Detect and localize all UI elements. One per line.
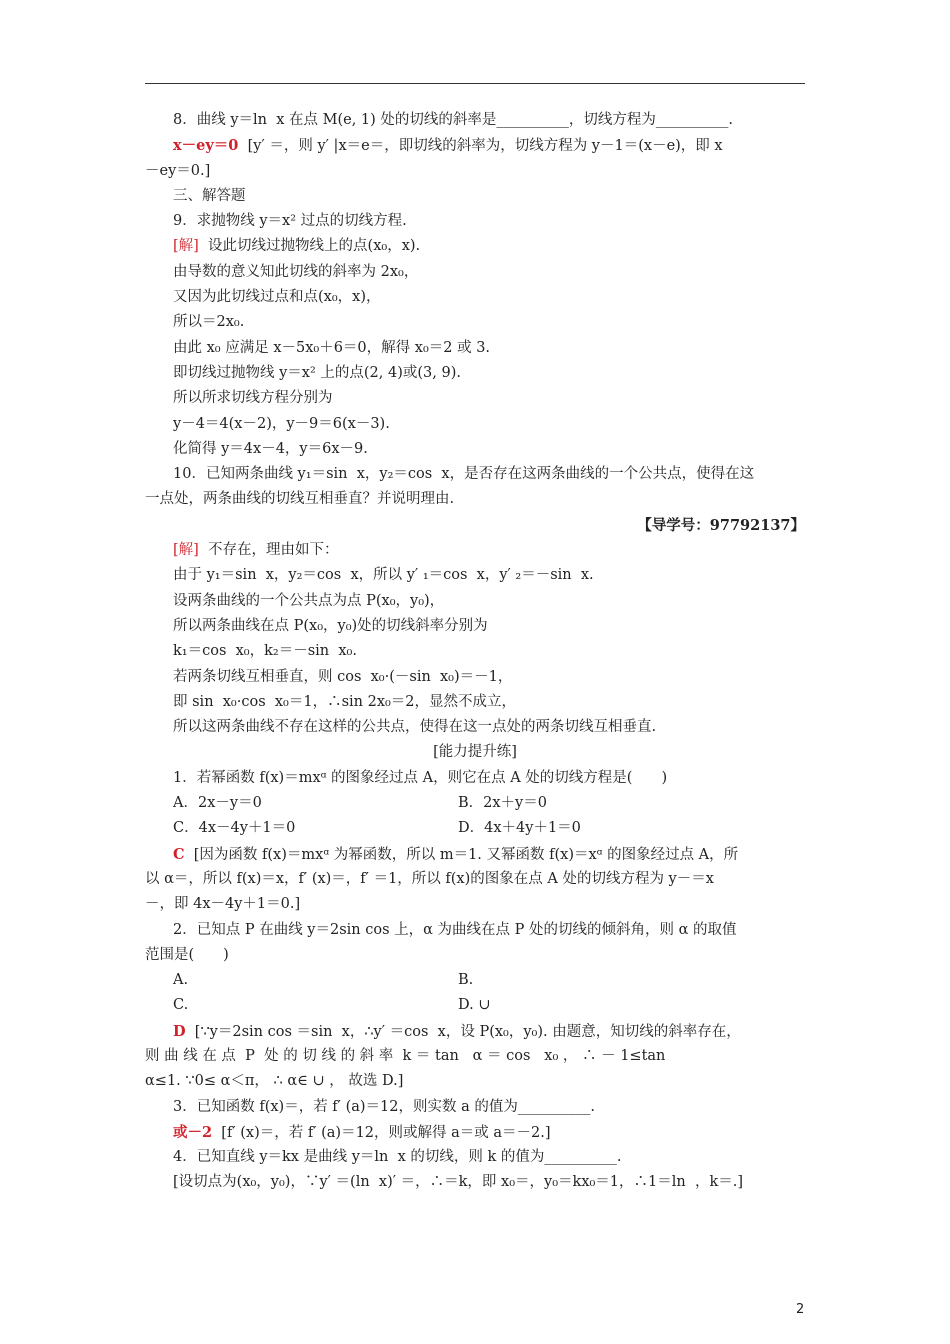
answer-line [145, 234, 805, 259]
text-line: 范围是( ) [145, 946, 229, 963]
option-right: B．2x＋y＝0 [458, 795, 547, 812]
answer-line [145, 842, 805, 867]
header-rule [145, 83, 805, 84]
answer-text: [∵y＝2sin cos ＝sin x，∴y′ ＝cos x，设 P(x₀，y₀). 由题意，知切线的斜率存在， [185, 1023, 741, 1040]
option-right: D. ∪ [458, 997, 491, 1014]
option-row [145, 993, 805, 1018]
answer-tag: 或－2 [173, 1123, 213, 1141]
option-row [145, 816, 805, 841]
text-line: 若两条切线互相垂直，则 cos x₀·(－sin x₀)＝－1， [173, 668, 513, 685]
option-left: C．4x－4y＋1＝0 [173, 820, 296, 837]
text-line: y－4＝4(x－2)，y－9＝6(x－3). [173, 415, 390, 432]
text-line: －ey＝0.] [145, 162, 211, 179]
page-number: 2 [796, 1302, 805, 1317]
answer-tag: [解] [173, 542, 199, 559]
answer-tag: x－ey＝0 [173, 137, 239, 155]
text-line: 由导数的意义知此切线的斜率为 2x₀， [173, 263, 419, 280]
answer-line [145, 1019, 805, 1044]
text-line: －，即 4x－4y＋1＝0.] [145, 896, 301, 913]
option-right: D．4x＋4y＋1＝0 [458, 820, 581, 837]
answer-text: [y′ ＝，则 y′ |x＝e＝，即切线的斜率为，切线方程为 y－1＝(x－e)，即 x [238, 138, 723, 155]
option-right: B. [458, 972, 474, 989]
text-line: k₁＝cos x₀，k₂＝－sin x₀. [173, 643, 357, 660]
text-line: 4．已知直线 y＝kx 是曲线 y＝ln x 的切线，则 k 的值为__________. [173, 1149, 622, 1166]
text-line: 10．已知两条曲线 y₁＝sin x，y₂＝cos x，是否存在这两条曲线的一个公共点，使得在这 [173, 466, 755, 483]
text-line: 所以所求切线方程分别为 [173, 390, 333, 407]
reference-code: 【导学号：97792137】 [637, 516, 805, 534]
text-line: 则 曲 线 在 点 P 处 的 切 线 的 斜 率 k ＝ tan α ＝ cos x₀ ， ∴ － 1≤tan [145, 1047, 666, 1064]
text-line: 2．已知点 P 在曲线 y＝2sin cos 上，α 为曲线在点 P 处的切线的倾斜角，则 α 的取值 [173, 921, 737, 938]
text-line: 设两条曲线的一个公共点为点 P(x₀，y₀)， [173, 592, 445, 609]
text-line: 3．已知函数 f(x)＝，若 f′ (a)＝12，则实数 a 的值为__________. [173, 1098, 595, 1115]
text-line: 8．曲线 y＝ln x 在点 M(e, 1) 处的切线的斜率是__________，切线方程为__________. [173, 112, 734, 128]
answer-tag: D [173, 1022, 186, 1040]
text-line: 9．求抛物线 y＝x² 过点的切线方程. [173, 213, 407, 230]
answer-text: [因为函数 f(x)＝mxᵅ 为幂函数，所以 m＝1. 又幂函数 f(x)＝xᵅ 的图象经过点 A，所 [184, 846, 739, 863]
text-line: 即切线过抛物线 y＝x² 上的点(2, 4)或(3, 9). [173, 364, 461, 381]
answer-text: 设此切线过抛物线上的点(x₀，x). [198, 238, 421, 255]
answer-tag: C [173, 845, 185, 863]
text-line: 由于 y₁＝sin x，y₂＝cos x，所以 y′ ₁＝cos x，y′ ₂＝－sin x. [173, 567, 594, 584]
answer-line [145, 538, 805, 563]
text-line: 所以＝2x₀. [173, 314, 245, 331]
text-line: 所以这两条曲线不存在这样的公共点，使得在这一点处的两条切线互相垂直. [173, 719, 657, 736]
text-line: 即 sin x₀·cos x₀＝1，∴sin 2x₀＝2，显然不成立， [173, 693, 517, 710]
answer-text: [f′ (x)＝，若 f′ (a)＝12，则或解得 a＝或 a＝－2.] [212, 1124, 551, 1141]
text-line: 由此 x₀ 应满足 x－5x₀＋6＝0，解得 x₀＝2 或 3. [173, 339, 491, 356]
option-left: A. [173, 972, 189, 989]
answer-line [145, 133, 805, 158]
section-heading: [能力提升练] [433, 744, 517, 761]
text-line: 一点处，两条曲线的切线互相垂直？并说明理由. [145, 491, 455, 508]
answer-line [145, 1120, 805, 1145]
text-line: [设切点为(x₀，y₀)，∵y′ ＝(ln x)′ ＝，∴＝k，即 x₀＝，y₀＝kx₀＝1，∴1＝ln ，k＝.] [173, 1174, 744, 1191]
option-left: A．2x－y＝0 [173, 795, 262, 812]
page-content [145, 108, 805, 1196]
option-left: C. [173, 997, 189, 1014]
text-line: 所以两条曲线在点 P(x₀，y₀)处的切线斜率分别为 [173, 617, 488, 634]
text-line: α≤1. ∵0≤ α＜π， ∴ α∈ ∪ ， 故选 D.] [145, 1073, 404, 1090]
text-line: 化简得 y＝4x－4，y＝6x－9. [173, 440, 368, 457]
answer-text: 不存在，理由如下： [198, 542, 339, 559]
text-line: 以 α＝，所以 f(x)＝x，f′ (x)＝，f′ ＝1，所以 f(x)的图象在点 A 处的切线方程为 y－＝x [145, 870, 714, 887]
option-row [145, 791, 805, 816]
answer-tag: [解] [173, 238, 199, 255]
text-line: 三、解答题 [173, 187, 246, 204]
text-line: 又因为此切线过点和点(x₀，x)， [173, 289, 381, 306]
option-row [145, 968, 805, 993]
text-line: 1．若幂函数 f(x)＝mxᵅ 的图象经过点 A，则它在点 A 处的切线方程是( ) [173, 769, 668, 786]
